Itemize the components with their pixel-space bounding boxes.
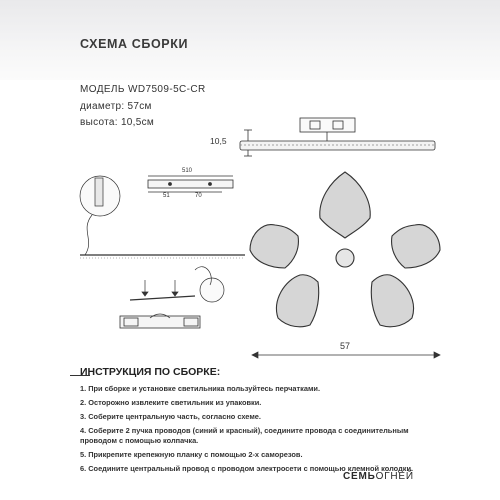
side-view — [240, 118, 435, 156]
brand-part-2: ОГНЕЙ — [375, 471, 414, 482]
bottom-plate-view — [120, 314, 200, 328]
height-label: высота: 10,5см — [80, 117, 155, 128]
page-title: СХЕМА СБОРКИ — [80, 37, 189, 51]
model-label: МОДЕЛЬ WD7509-5C-CR — [80, 84, 206, 95]
step-3: 3. Соберите центральную часть, согласно схеме. — [80, 412, 261, 421]
step-5: 5. Прикрепите крепежную планку с помощью 2-х саморезов. — [80, 450, 303, 459]
plate-length-label: 510 — [182, 168, 193, 174]
brand-logo — [343, 471, 414, 482]
step-1: 1. При сборке и установке светильника пользуйтесь перчатками. — [80, 384, 321, 393]
brand-part-1: СЕМЬ — [343, 471, 376, 482]
chandelier-top-view — [250, 172, 440, 327]
screw-detail — [130, 267, 224, 302]
plate-sub-label-1: 51 — [163, 193, 170, 199]
step-4: 4. Соберите 2 пучка проводов (синий и красный), соедините провода с соединительным — [80, 426, 409, 435]
plate-sub-label-2: 70 — [195, 193, 202, 199]
step-6: 6. Соедините центральный провод с проводом электросети с помощью клемной колодки. — [80, 464, 414, 473]
mounting-plate-view — [148, 176, 233, 192]
step-2: 2. Осторожно извлеките светильник из упаковки. — [80, 398, 262, 407]
diameter-dimension-label: 57 — [340, 341, 351, 351]
instructions-title: ИНСТРУКЦИЯ ПО СБОРКЕ: — [80, 366, 221, 378]
step-4-continued: проводом с помощью колпачка. — [80, 436, 199, 445]
diameter-dimension — [252, 352, 440, 358]
side-height-label: 10,5 — [210, 136, 227, 146]
diameter-label: диаметр: 57см — [80, 101, 152, 112]
